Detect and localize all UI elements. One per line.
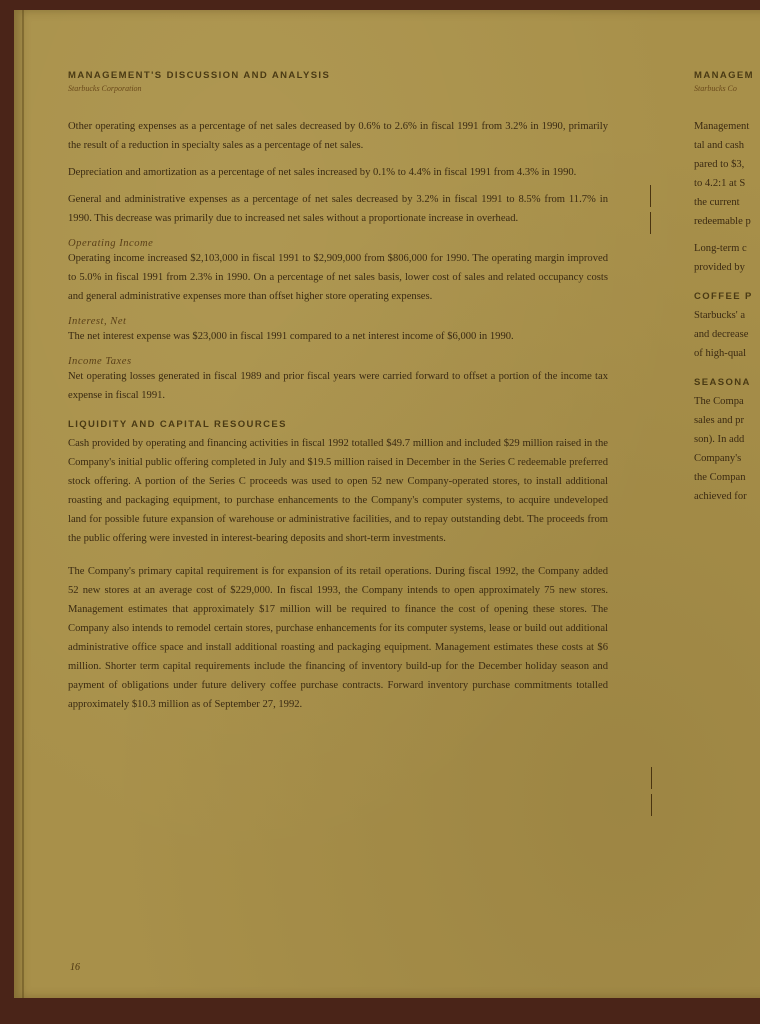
right-line: sales and pr <box>694 415 745 426</box>
right-line: The Compa <box>694 396 744 407</box>
seasonality-heading: SEASONA <box>694 377 751 388</box>
liquidity-heading: LIQUIDITY AND CAPITAL RESOURCES <box>68 419 287 430</box>
paragraph-income-taxes: Net operating losses generated in fiscal 1989 and prior fiscal years were carried forward to offset a portion of the income tax expense in fiscal 1991. <box>68 371 608 401</box>
right-block-1 <box>694 117 760 231</box>
interest-net-heading: Interest, Net <box>68 316 127 327</box>
right-line: Management <box>694 121 750 132</box>
right-line: provided by <box>694 262 745 273</box>
right-block-4 <box>694 392 760 506</box>
margin-mark <box>651 794 652 816</box>
margin-mark <box>650 185 651 207</box>
paragraph-other-operating: Other operating expenses as a percentage of net sales decreased by 0.6% to 2.6% in fiscal 1991 from 3.2% in 1990, primarily the result of a reduction in specialty sales as a percentage of net sales. <box>68 121 608 151</box>
right-column-partial <box>694 70 760 506</box>
left-column <box>68 70 608 722</box>
paragraph-depreciation: Depreciation and amortization as a percentage of net sales increased by 0.1% to 4.4% in fiscal 1991 from 4.3% in 1990. <box>68 167 577 178</box>
right-line: Long-term c <box>694 243 747 254</box>
page-subtitle: Starbucks Corporation <box>68 84 142 93</box>
right-line: Starbucks' a <box>694 310 746 321</box>
right-line: pared to $3, <box>694 159 745 170</box>
coffee-heading: COFFEE P <box>694 291 753 302</box>
income-taxes-heading: Income Taxes <box>68 356 132 367</box>
right-block-2 <box>694 239 760 277</box>
right-line: redeemable p <box>694 216 751 227</box>
page-title: MANAGEMENT'S DISCUSSION AND ANALYSIS <box>68 70 331 81</box>
right-line: the current <box>694 197 740 208</box>
right-title: MANAGEM <box>694 70 754 81</box>
right-line: son). In add <box>694 434 745 445</box>
paragraph-liquidity: Cash provided by operating and financing activities in fiscal 1992 totalled $49.7 million and included $29 million raised in the Company's initial public offering completed in July and $19.5 million raised in December in the Series C redeemable preferred stock offering. A portion of the Series C proceeds was used to open 52 new Company-operated stores, to install additional roasting and packaging equipment, to purchase enhancements to the Company's computer systems, to acquire undeveloped land for possible future expansion of warehouse or administrative facilities, and to repay outstanding debt. The proceeds from the public offering were invested in interest-bearing deposits and short-term investments. <box>68 438 608 544</box>
right-line: of high-qual <box>694 348 747 359</box>
right-subtitle: Starbucks Co <box>694 84 737 93</box>
paragraph-operating-income: Operating income increased $2,103,000 in fiscal 1991 to $2,909,000 from $806,000 for 1990. The operating margin improved to 5.0% in fiscal 1991 from 2.3% in 1990. On a percentage of net sales basis, lower cost of sales and related occupancy costs and general administrative expenses more than offset higher store operating expenses. <box>68 253 608 302</box>
paragraph-interest: The net interest expense was $23,000 in fiscal 1991 compared to a net interest income of $6,000 in 1990. <box>68 331 514 342</box>
right-block-3 <box>694 306 760 363</box>
operating-income-heading: Operating Income <box>68 238 154 249</box>
paragraph-general-admin: General and administrative expenses as a percentage of net sales decreased by 3.2% in fiscal 1991 to 8.5% from 11.7% in 1990. This decrease was primarily due to increased net sales without a proportionate increase in overhead. <box>68 194 608 224</box>
margin-mark <box>651 767 652 789</box>
paragraph-capital-requirement: The Company's primary capital requirement is for expansion of its retail operations. During fiscal 1992, the Company added 52 new stores at an average cost of $229,000. In fiscal 1993, the Company intends to open approximately 75 new stores. Management estimates that approximately $17 million will be required to finance the cost of opening these stores. The Company also intends to remodel certain stores, purchase enhancements for its computer systems, lease or build out additional administrative office space and install additional roasting and packaging equipment. Management estimates these costs at $6 million. Shorter term capital requirements include the financing of inventory build-up for the December holiday season and payment of obligations under future delivery coffee purchase contracts. Forward inventory purchase commitments totalled approximately $10.3 million as of September 27, 1992. <box>68 566 608 710</box>
page-number: 16 <box>70 962 80 973</box>
right-line: tal and cash <box>694 140 745 151</box>
document-page <box>14 10 760 998</box>
right-line: to 4.2:1 at S <box>694 178 746 189</box>
right-line: Company's <box>694 453 742 464</box>
margin-mark <box>650 212 651 234</box>
right-line: achieved for <box>694 491 747 502</box>
right-line: and decrease <box>694 329 749 340</box>
right-line: the Compan <box>694 472 746 483</box>
